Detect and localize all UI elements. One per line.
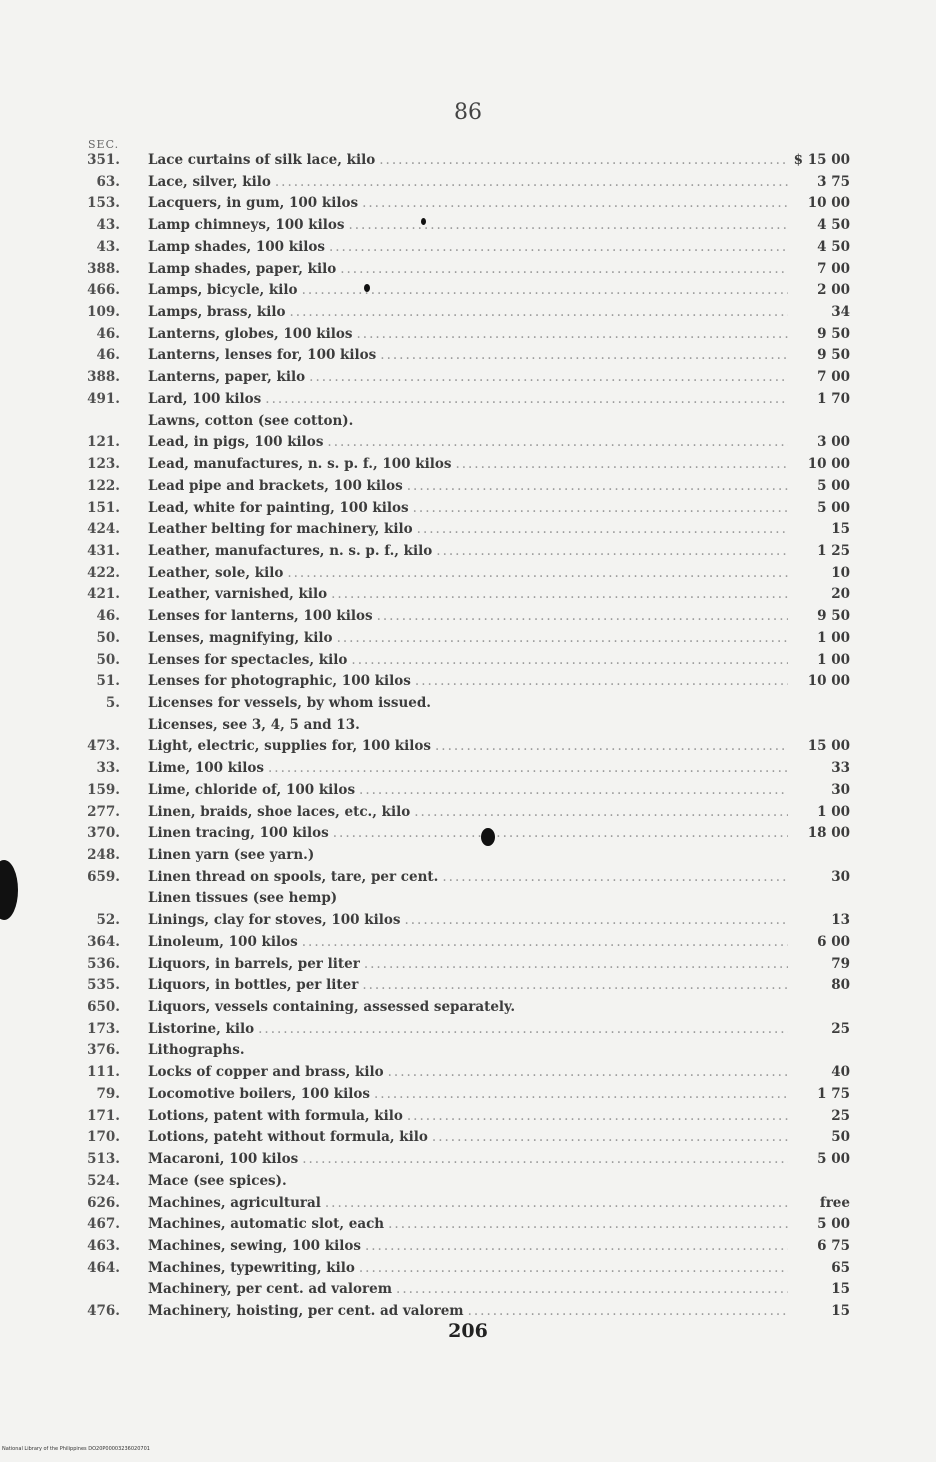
entry-description: Lamps, brass, kilo <box>148 304 286 321</box>
entry-description: Linen tracing, 100 kilos <box>148 825 329 842</box>
section-number: 43. <box>96 238 120 255</box>
section-column-header: SEC. <box>88 138 120 151</box>
tariff-entry-row <box>80 432 850 454</box>
entry-description: Leather, sole, kilo <box>148 564 284 581</box>
section-number: 463. <box>87 1237 120 1254</box>
duty-rate: 25 <box>831 1020 850 1037</box>
tariff-entry-row <box>80 1127 850 1149</box>
entry-description: Machinery, hoisting, per cent. ad valorem <box>148 1303 464 1320</box>
tariff-entry-row <box>80 324 850 346</box>
tariff-entry-row <box>80 758 850 780</box>
ink-blot <box>421 218 426 225</box>
tariff-entry-row <box>80 389 850 411</box>
entry-description: Lanterns, lenses for, 100 kilos <box>148 347 377 364</box>
duty-rate: 33 <box>831 760 850 777</box>
section-number: 33. <box>96 760 120 777</box>
section-number: 650. <box>87 999 120 1016</box>
dot-leader <box>417 519 788 541</box>
duty-rate: 3 75 <box>817 173 850 190</box>
section-number: 46. <box>96 608 120 625</box>
duty-rate: 1 75 <box>817 1085 850 1102</box>
entry-description: Locomotive boilers, 100 kilos <box>148 1085 371 1102</box>
section-number: 473. <box>87 738 120 755</box>
dot-leader <box>414 802 788 824</box>
entry-description: Lead pipe and brackets, 100 kilos <box>148 477 403 494</box>
dot-leader <box>325 1193 788 1215</box>
entry-description: Lime, 100 kilos <box>148 760 264 777</box>
dot-leader <box>302 1149 788 1171</box>
dot-leader <box>302 932 788 954</box>
tariff-entry-row <box>80 932 850 954</box>
duty-rate: 5 00 <box>817 477 850 494</box>
dot-leader <box>265 389 788 411</box>
duty-rate: 9 50 <box>817 325 850 342</box>
dot-leader <box>258 1019 788 1041</box>
section-number: 431. <box>87 542 120 559</box>
dot-leader <box>309 367 788 389</box>
duty-rate: free <box>819 1194 850 1211</box>
tariff-entry-row <box>80 910 850 932</box>
dot-leader <box>331 584 788 606</box>
entry-description: Lamps, bicycle, kilo <box>148 282 298 299</box>
section-number: 536. <box>87 955 120 972</box>
tariff-entry-row <box>80 1106 850 1128</box>
section-number: 52. <box>96 912 120 929</box>
duty-rate: 30 <box>831 868 850 885</box>
scan-credit: National Library of the Philippines DO20P00003236020701 <box>2 1446 150 1452</box>
section-number: 376. <box>87 1042 120 1059</box>
tariff-entry-row <box>80 519 850 541</box>
tariff-entry-row <box>80 802 850 824</box>
tariff-entry-row <box>80 172 850 194</box>
entry-description: Machines, automatic slot, each <box>148 1216 385 1233</box>
section-number: 476. <box>87 1303 120 1320</box>
entry-description: Lead, white for painting, 100 kilos <box>148 499 409 516</box>
tariff-entry-row <box>80 954 850 976</box>
dot-leader <box>415 671 788 693</box>
section-number: 422. <box>87 564 120 581</box>
dot-leader <box>362 975 788 997</box>
dot-leader <box>329 237 788 259</box>
duty-rate: 79 <box>831 955 850 972</box>
entry-description: Locks of copper and brass, kilo <box>148 1064 384 1081</box>
entry-description: Linings, clay for stoves, 100 kilos <box>148 912 401 929</box>
duty-rate: 10 00 <box>807 673 850 690</box>
tariff-entry-row <box>80 736 850 758</box>
entry-description: Linoleum, 100 kilos <box>148 933 298 950</box>
entry-description: Lamp chimneys, 100 kilos <box>148 217 345 234</box>
section-number: 467. <box>87 1216 120 1233</box>
section-number: 388. <box>87 369 120 386</box>
dot-leader <box>348 215 788 237</box>
section-number: 170. <box>87 1129 120 1146</box>
dot-leader <box>359 1258 788 1280</box>
dot-leader <box>268 758 788 780</box>
dot-leader <box>287 563 788 585</box>
section-number: 659. <box>87 868 120 885</box>
duty-rate: $ 15 00 <box>793 152 850 168</box>
section-number: 51. <box>96 673 120 690</box>
tariff-entry-row <box>80 498 850 520</box>
tariff-entry-row <box>80 1236 850 1258</box>
dot-leader <box>364 954 788 976</box>
dot-leader <box>337 628 788 650</box>
section-number: 421. <box>87 586 120 603</box>
duty-rate: 1 00 <box>817 629 850 646</box>
entry-description: Lanterns, paper, kilo <box>148 369 306 386</box>
section-number: 151. <box>87 499 120 516</box>
dot-leader <box>455 454 788 476</box>
entry-description: Lacquers, in gum, 100 kilos <box>148 195 359 212</box>
entry-description: Machines, sewing, 100 kilos <box>148 1237 361 1254</box>
tariff-entry-list <box>80 150 850 1323</box>
entry-description: Light, electric, supplies for, 100 kilos <box>148 738 432 755</box>
duty-rate: 65 <box>831 1259 850 1276</box>
section-number: 46. <box>96 325 120 342</box>
duty-rate: 15 <box>831 1281 850 1298</box>
section-number: 43. <box>96 217 120 234</box>
section-number: 46. <box>96 347 120 364</box>
duty-rate: 10 <box>831 564 850 581</box>
dot-leader <box>432 1127 788 1149</box>
entry-description: Linen thread on spools, tare, per cent. <box>148 868 439 885</box>
duty-rate: 50 <box>831 1129 850 1146</box>
entry-description: Macaroni, 100 kilos <box>148 1151 299 1168</box>
dot-leader <box>374 1084 788 1106</box>
entry-description: Lace, silver, kilo <box>148 173 271 190</box>
dot-leader <box>404 910 788 932</box>
ink-blot <box>481 828 495 846</box>
tariff-entry-row <box>80 628 850 650</box>
entry-description: Lithographs. <box>148 1042 245 1059</box>
tariff-entry-row <box>80 150 850 172</box>
tariff-entry-row <box>80 1214 850 1236</box>
tariff-entry-row <box>80 345 850 367</box>
tariff-entry-row <box>80 606 850 628</box>
section-number: 524. <box>87 1172 120 1189</box>
duty-rate: 30 <box>831 781 850 798</box>
dot-leader <box>357 324 788 346</box>
duty-rate: 9 50 <box>817 608 850 625</box>
tariff-entry-row <box>80 237 850 259</box>
tariff-entry-row <box>80 1019 850 1041</box>
tariff-entry-row <box>80 193 850 215</box>
tariff-entry-row <box>80 780 850 802</box>
tariff-entry-row <box>80 867 850 889</box>
section-number: 424. <box>87 521 120 538</box>
dot-leader <box>377 606 788 628</box>
tariff-entry-row <box>80 693 850 715</box>
duty-rate: 4 50 <box>817 217 850 234</box>
tariff-entry-row <box>80 1084 850 1106</box>
duty-rate: 1 00 <box>817 803 850 820</box>
section-number: 79. <box>96 1085 120 1102</box>
entry-description: Lotions, patent with formula, kilo <box>148 1107 403 1124</box>
duty-rate: 20 <box>831 586 850 603</box>
entry-description: Liquors, in barrels, per liter <box>148 955 360 972</box>
section-number: 123. <box>87 456 120 473</box>
entry-description: Licenses, see 3, 4, 5 and 13. <box>148 716 360 733</box>
dot-leader <box>413 498 788 520</box>
duty-rate: 5 00 <box>817 1216 850 1233</box>
duty-rate: 40 <box>831 1064 850 1081</box>
entry-description: Lamp shades, 100 kilos <box>148 238 325 255</box>
tariff-entry-row <box>80 1149 850 1171</box>
duty-rate: 9 50 <box>817 347 850 364</box>
entry-description: Machines, typewriting, kilo <box>148 1259 355 1276</box>
dot-leader <box>289 302 788 324</box>
entry-description: Lime, chloride of, 100 kilos <box>148 781 356 798</box>
tariff-entry-row <box>80 259 850 281</box>
section-number: 464. <box>87 1259 120 1276</box>
section-number: 63. <box>96 173 120 190</box>
duty-rate: 7 00 <box>817 260 850 277</box>
duty-rate: 1 25 <box>817 542 850 559</box>
duty-rate: 10 00 <box>807 195 850 212</box>
duty-rate: 7 00 <box>817 369 850 386</box>
tariff-entry-row <box>80 975 850 997</box>
dot-leader <box>362 193 788 215</box>
duty-rate: 18 00 <box>807 825 850 842</box>
tariff-entry-row <box>80 845 850 867</box>
entry-description: Listorine, kilo <box>148 1020 255 1037</box>
tariff-entry-row <box>80 454 850 476</box>
dot-leader <box>442 867 788 889</box>
duty-rate: 3 00 <box>817 434 850 451</box>
dot-leader <box>359 780 788 802</box>
tariff-entry-row <box>80 476 850 498</box>
entry-description: Linen, braids, shoe laces, etc., kilo <box>148 803 411 820</box>
section-number: 277. <box>87 803 120 820</box>
section-number: 159. <box>87 781 120 798</box>
entry-description: Linen yarn (see yarn.) <box>148 847 315 863</box>
entry-description: Lanterns, globes, 100 kilos <box>148 325 353 342</box>
duty-rate: 4 50 <box>817 238 850 255</box>
section-number: 50. <box>96 651 120 668</box>
duty-rate: 2 00 <box>817 282 850 299</box>
dot-leader <box>407 476 788 498</box>
tariff-entry-row <box>80 584 850 606</box>
entry-description: Liquors, vessels containing, assessed separately. <box>148 999 516 1016</box>
section-number: 535. <box>87 977 120 994</box>
duty-rate: 10 00 <box>807 456 850 473</box>
section-number: 122. <box>87 477 120 494</box>
dot-leader <box>275 172 788 194</box>
dot-leader <box>407 1106 788 1128</box>
entry-description: Leather belting for machinery, kilo <box>148 521 413 538</box>
entry-description: Leather, manufactures, n. s. p. f., kilo <box>148 542 433 559</box>
section-number: 466. <box>87 282 120 299</box>
entry-description: Lenses for lanterns, 100 kilos <box>148 608 373 625</box>
entry-description: Leather, varnished, kilo <box>148 586 328 603</box>
section-number: 370. <box>87 825 120 842</box>
section-number: 626. <box>87 1194 120 1211</box>
tariff-entry-row <box>80 671 850 693</box>
entry-description: Machines, agricultural <box>148 1194 321 1211</box>
tariff-entry-row <box>80 367 850 389</box>
entry-description: Lamp shades, paper, kilo <box>148 260 337 277</box>
tariff-entry-row <box>80 1040 850 1062</box>
duty-rate: 34 <box>831 304 850 321</box>
entry-description: Lenses for spectacles, kilo <box>148 651 348 668</box>
dot-leader <box>365 1236 788 1258</box>
entry-description: Linen tissues (see hemp) <box>148 890 338 907</box>
section-number: 109. <box>87 304 120 321</box>
entry-description: Lead, in pigs, 100 kilos <box>148 434 324 451</box>
duty-rate: 6 75 <box>817 1237 850 1254</box>
ink-blot <box>0 860 18 920</box>
entry-description: Lard, 100 kilos <box>148 390 262 407</box>
section-number: 121. <box>87 434 120 451</box>
entry-description: Licenses for vessels, by whom issued. <box>148 694 431 711</box>
dot-leader <box>340 259 788 281</box>
entry-description: Lotions, pateht without formula, kilo <box>148 1129 428 1146</box>
tariff-entry-row <box>80 215 850 237</box>
page-number: 86 <box>454 100 482 125</box>
dot-leader <box>436 541 788 563</box>
tariff-entry-row <box>80 541 850 563</box>
duty-rate: 5 00 <box>817 1151 850 1168</box>
dot-leader <box>379 150 788 172</box>
tariff-entry-row <box>80 411 850 433</box>
tariff-entry-row <box>80 280 850 302</box>
section-number: 388. <box>87 260 120 277</box>
section-number: 153. <box>87 195 120 212</box>
entry-description: Liquors, in bottles, per liter <box>148 977 359 994</box>
section-number: 50. <box>96 629 120 646</box>
footer-page-number: 206 <box>448 1320 488 1342</box>
tariff-entry-row <box>80 1279 850 1301</box>
dot-leader <box>388 1062 788 1084</box>
duty-rate: 5 00 <box>817 499 850 516</box>
section-number: 364. <box>87 933 120 950</box>
tariff-entry-row <box>80 715 850 737</box>
section-number: 351. <box>87 152 120 168</box>
dot-leader <box>435 736 788 758</box>
section-number: 111. <box>87 1064 120 1081</box>
duty-rate: 6 00 <box>817 933 850 950</box>
tariff-entry-row <box>80 1258 850 1280</box>
entry-description: Mace (see spices). <box>148 1172 287 1189</box>
entry-description: Lead, manufactures, n. s. p. f., 100 kilos <box>148 456 452 473</box>
section-number: 5. <box>105 694 120 711</box>
entry-description: Lenses, magnifying, kilo <box>148 629 333 646</box>
section-number: 248. <box>87 847 120 863</box>
dot-leader <box>380 345 788 367</box>
dot-leader <box>302 280 788 302</box>
section-number: 513. <box>87 1151 120 1168</box>
entry-description: Lawns, cotton (see cotton). <box>148 412 354 429</box>
section-number: 171. <box>87 1107 120 1124</box>
duty-rate: 15 00 <box>807 738 850 755</box>
duty-rate: 1 70 <box>817 390 850 407</box>
ink-blot <box>364 284 370 292</box>
tariff-entry-row <box>80 650 850 672</box>
tariff-entry-row <box>80 823 850 845</box>
tariff-entry-row <box>80 563 850 585</box>
dot-leader <box>351 650 788 672</box>
dot-leader <box>327 432 788 454</box>
duty-rate: 1 00 <box>817 651 850 668</box>
duty-rate: 13 <box>831 912 850 929</box>
duty-rate: 25 <box>831 1107 850 1124</box>
tariff-entry-row <box>80 1171 850 1193</box>
entry-description: Lace curtains of silk lace, kilo <box>148 152 376 168</box>
tariff-entry-row <box>80 997 850 1019</box>
section-number: 173. <box>87 1020 120 1037</box>
dot-leader <box>388 1214 788 1236</box>
tariff-entry-row <box>80 888 850 910</box>
duty-rate: 15 <box>831 521 850 538</box>
duty-rate: 80 <box>831 977 850 994</box>
tariff-entry-row <box>80 302 850 324</box>
entry-description: Machinery, per cent. ad valorem <box>148 1281 393 1298</box>
dot-leader <box>396 1279 788 1301</box>
dot-leader <box>333 823 788 845</box>
duty-rate: 15 <box>831 1303 850 1320</box>
tariff-entry-row <box>80 1062 850 1084</box>
entry-description: Lenses for photographic, 100 kilos <box>148 673 411 690</box>
section-number: 491. <box>87 390 120 407</box>
tariff-entry-row <box>80 1193 850 1215</box>
